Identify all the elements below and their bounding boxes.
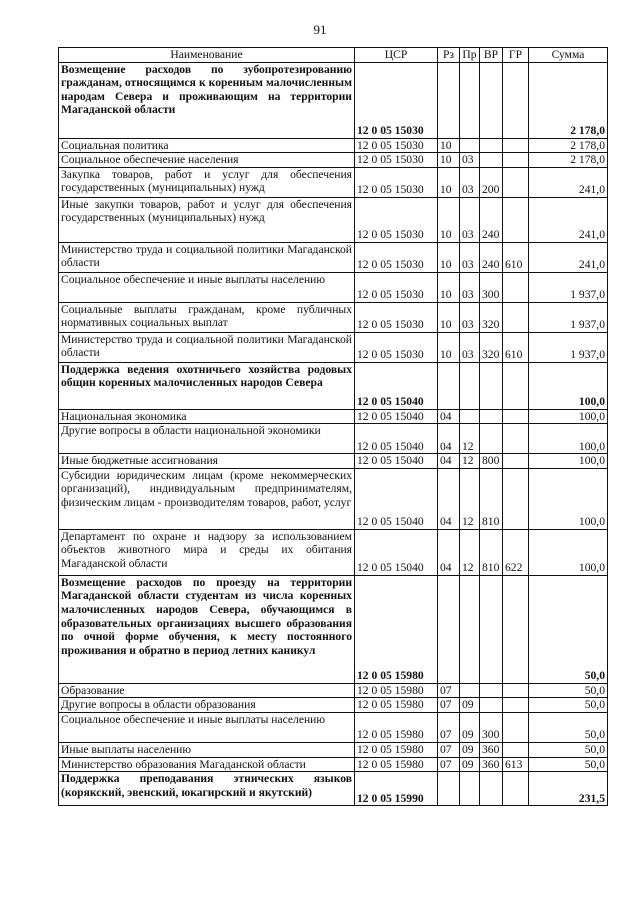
cell-rz: 07 bbox=[438, 683, 460, 698]
cell-vr: 360 bbox=[480, 757, 503, 772]
cell-pr: 03 bbox=[460, 167, 480, 197]
cell-sum: 50,0 bbox=[529, 742, 608, 757]
cell-sum: 2 178,0 bbox=[529, 62, 608, 138]
cell-code: 12 0 05 15040 bbox=[355, 424, 438, 454]
table-row bbox=[59, 454, 608, 469]
table-row bbox=[59, 712, 608, 742]
header-gr: ГР bbox=[503, 48, 529, 63]
cell-vr: 810 bbox=[480, 468, 503, 529]
cell-code: 12 0 05 15980 bbox=[355, 683, 438, 698]
cell-rz: 04 bbox=[438, 454, 460, 469]
cell-rz: 10 bbox=[438, 167, 460, 197]
cell-sum: 241,0 bbox=[529, 167, 608, 197]
cell-name: Национальная экономика bbox=[59, 409, 355, 424]
table-row bbox=[59, 772, 608, 806]
cell-code: 12 0 05 15030 bbox=[355, 272, 438, 302]
header-name: Наименование bbox=[59, 48, 355, 63]
cell-pr: 09 bbox=[460, 712, 480, 742]
cell-pr: 09 bbox=[460, 742, 480, 757]
cell-gr bbox=[503, 302, 529, 332]
table-row bbox=[59, 529, 608, 575]
cell-name: Иные выплаты населению bbox=[59, 742, 355, 757]
cell-pr: 03 bbox=[460, 242, 480, 272]
cell-sum: 50,0 bbox=[529, 757, 608, 772]
cell-gr: 622 bbox=[503, 529, 529, 575]
cell-sum: 100,0 bbox=[529, 454, 608, 469]
cell-rz: 10 bbox=[438, 153, 460, 168]
header-pr: Пр bbox=[460, 48, 480, 63]
table-row bbox=[59, 167, 608, 197]
cell-vr bbox=[480, 409, 503, 424]
cell-sum: 1 937,0 bbox=[529, 332, 608, 362]
cell-sum: 1 937,0 bbox=[529, 302, 608, 332]
cell-name: Образование bbox=[59, 683, 355, 698]
cell-code: 12 0 05 15030 bbox=[355, 242, 438, 272]
cell-vr bbox=[480, 424, 503, 454]
table-row bbox=[59, 468, 608, 529]
cell-rz: 10 bbox=[438, 138, 460, 153]
cell-gr bbox=[503, 742, 529, 757]
cell-vr bbox=[480, 138, 503, 153]
cell-name: Возмещение расходов по проезду на территории Магаданской области студентам из числа коренных малочисленных народов Севера, обучающимся в образовательных организациях высшего образования по очной форме обучения, к месту постоянного проживания и обратно в период летних каникул bbox=[59, 575, 355, 683]
table-row bbox=[59, 757, 608, 772]
cell-gr bbox=[503, 362, 529, 409]
table-row bbox=[59, 409, 608, 424]
cell-name: Иные бюджетные ассигнования bbox=[59, 454, 355, 469]
cell-name: Социальное обеспечение населения bbox=[59, 153, 355, 168]
cell-code: 12 0 05 15030 bbox=[355, 167, 438, 197]
cell-name: Департамент по охране и надзору за использованием объектов животного мира и среды их обитания Магаданской области bbox=[59, 529, 355, 575]
table-row bbox=[59, 138, 608, 153]
cell-gr bbox=[503, 575, 529, 683]
cell-name: Возмещение расходов по зубопротезированию гражданам, относящимся к коренным малочисленным народам Севера и проживающим на территории Магаданской области bbox=[59, 62, 355, 138]
cell-code: 12 0 05 15030 bbox=[355, 138, 438, 153]
cell-pr bbox=[460, 409, 480, 424]
header-sum: Сумма bbox=[529, 48, 608, 63]
header-code: ЦСР bbox=[355, 48, 438, 63]
cell-code: 12 0 05 15040 bbox=[355, 454, 438, 469]
table-row bbox=[59, 742, 608, 757]
cell-pr: 03 bbox=[460, 272, 480, 302]
cell-sum: 100,0 bbox=[529, 424, 608, 454]
cell-sum: 1 937,0 bbox=[529, 272, 608, 302]
cell-vr: 320 bbox=[480, 332, 503, 362]
table-row bbox=[59, 242, 608, 272]
cell-name: Социальное обеспечение и иные выплаты населению bbox=[59, 272, 355, 302]
cell-gr bbox=[503, 272, 529, 302]
cell-gr bbox=[503, 138, 529, 153]
cell-pr bbox=[460, 62, 480, 138]
table-row bbox=[59, 272, 608, 302]
cell-gr bbox=[503, 409, 529, 424]
cell-pr: 12 bbox=[460, 468, 480, 529]
budget-table bbox=[58, 47, 608, 806]
cell-pr: 03 bbox=[460, 153, 480, 168]
cell-gr bbox=[503, 683, 529, 698]
cell-code: 12 0 05 15030 bbox=[355, 302, 438, 332]
cell-code: 12 0 05 15030 bbox=[355, 153, 438, 168]
cell-gr bbox=[503, 454, 529, 469]
cell-name: Министерство образования Магаданской области bbox=[59, 757, 355, 772]
cell-rz: 07 bbox=[438, 698, 460, 713]
cell-code: 12 0 05 15040 bbox=[355, 409, 438, 424]
cell-pr bbox=[460, 772, 480, 806]
cell-rz: 10 bbox=[438, 197, 460, 242]
cell-pr: 12 bbox=[460, 529, 480, 575]
header-rz: Рз bbox=[438, 48, 460, 63]
cell-rz bbox=[438, 362, 460, 409]
cell-name: Другие вопросы в области образования bbox=[59, 698, 355, 713]
cell-vr: 240 bbox=[480, 242, 503, 272]
cell-vr bbox=[480, 153, 503, 168]
cell-gr bbox=[503, 468, 529, 529]
cell-vr bbox=[480, 772, 503, 806]
cell-code: 12 0 05 15980 bbox=[355, 712, 438, 742]
cell-gr bbox=[503, 153, 529, 168]
cell-name: Социальное обеспечение и иные выплаты населению bbox=[59, 712, 355, 742]
cell-sum: 100,0 bbox=[529, 409, 608, 424]
cell-pr: 03 bbox=[460, 302, 480, 332]
cell-vr: 810 bbox=[480, 529, 503, 575]
cell-rz: 04 bbox=[438, 468, 460, 529]
cell-rz bbox=[438, 575, 460, 683]
cell-code: 12 0 05 15040 bbox=[355, 468, 438, 529]
cell-vr: 320 bbox=[480, 302, 503, 332]
cell-code: 12 0 05 15040 bbox=[355, 529, 438, 575]
cell-pr bbox=[460, 362, 480, 409]
cell-rz bbox=[438, 62, 460, 138]
page-number: 91 bbox=[313, 22, 327, 37]
cell-code: 12 0 05 15030 bbox=[355, 197, 438, 242]
cell-vr bbox=[480, 62, 503, 138]
table-row bbox=[59, 332, 608, 362]
cell-rz: 10 bbox=[438, 272, 460, 302]
cell-pr bbox=[460, 575, 480, 683]
cell-vr bbox=[480, 575, 503, 683]
cell-pr: 09 bbox=[460, 698, 480, 713]
cell-rz: 07 bbox=[438, 742, 460, 757]
cell-vr bbox=[480, 683, 503, 698]
table-row bbox=[59, 424, 608, 454]
cell-name: Иные закупки товаров, работ и услуг для обеспечения государственных (муниципальных) нужд bbox=[59, 197, 355, 242]
table-row bbox=[59, 575, 608, 683]
table-row bbox=[59, 153, 608, 168]
cell-pr: 03 bbox=[460, 197, 480, 242]
cell-code: 12 0 05 15980 bbox=[355, 698, 438, 713]
cell-rz: 07 bbox=[438, 712, 460, 742]
cell-code: 12 0 05 15030 bbox=[355, 332, 438, 362]
table-row bbox=[59, 683, 608, 698]
cell-sum: 231,5 bbox=[529, 772, 608, 806]
cell-code: 12 0 05 15990 bbox=[355, 772, 438, 806]
cell-vr: 300 bbox=[480, 272, 503, 302]
table-row bbox=[59, 698, 608, 713]
cell-vr: 300 bbox=[480, 712, 503, 742]
cell-code: 12 0 05 15040 bbox=[355, 362, 438, 409]
cell-pr: 09 bbox=[460, 757, 480, 772]
cell-vr: 200 bbox=[480, 167, 503, 197]
cell-vr bbox=[480, 362, 503, 409]
cell-rz: 04 bbox=[438, 529, 460, 575]
cell-rz bbox=[438, 772, 460, 806]
cell-name: Закупка товаров, работ и услуг для обеспечения государственных (муниципальных) нужд bbox=[59, 167, 355, 197]
cell-name: Министерство труда и социальной политики Магаданской области bbox=[59, 242, 355, 272]
cell-gr bbox=[503, 712, 529, 742]
cell-code: 12 0 05 15030 bbox=[355, 62, 438, 138]
cell-gr bbox=[503, 167, 529, 197]
cell-vr: 800 bbox=[480, 454, 503, 469]
cell-code: 12 0 05 15980 bbox=[355, 742, 438, 757]
cell-gr bbox=[503, 772, 529, 806]
cell-pr: 03 bbox=[460, 332, 480, 362]
cell-name: Субсидии юридическим лицам (кроме некоммерческих организаций), индивидуальным предпринимателям, физическим лицам - производителям товаров, работ, услуг bbox=[59, 468, 355, 529]
table-row bbox=[59, 302, 608, 332]
cell-sum: 100,0 bbox=[529, 362, 608, 409]
cell-gr bbox=[503, 62, 529, 138]
table-row bbox=[59, 197, 608, 242]
cell-gr: 610 bbox=[503, 332, 529, 362]
table-row bbox=[59, 62, 608, 138]
cell-vr bbox=[480, 698, 503, 713]
cell-pr: 12 bbox=[460, 424, 480, 454]
cell-gr bbox=[503, 424, 529, 454]
table-body bbox=[59, 62, 608, 806]
cell-code: 12 0 05 15980 bbox=[355, 575, 438, 683]
cell-sum: 50,0 bbox=[529, 575, 608, 683]
cell-gr: 610 bbox=[503, 242, 529, 272]
cell-name: Министерство труда и социальной политики Магаданской области bbox=[59, 332, 355, 362]
cell-name: Другие вопросы в области национальной экономики bbox=[59, 424, 355, 454]
cell-rz: 07 bbox=[438, 757, 460, 772]
cell-sum: 50,0 bbox=[529, 683, 608, 698]
cell-name: Поддержка ведения охотничьего хозяйства родовых общин коренных малочисленных народов Севера bbox=[59, 362, 355, 409]
cell-sum: 50,0 bbox=[529, 712, 608, 742]
cell-vr: 240 bbox=[480, 197, 503, 242]
table-header-row bbox=[59, 48, 608, 63]
cell-sum: 2 178,0 bbox=[529, 153, 608, 168]
cell-rz: 04 bbox=[438, 424, 460, 454]
cell-pr bbox=[460, 683, 480, 698]
cell-name: Социальные выплаты гражданам, кроме публичных нормативных социальных выплат bbox=[59, 302, 355, 332]
header-vr: ВР bbox=[480, 48, 503, 63]
cell-gr: 613 bbox=[503, 757, 529, 772]
cell-sum: 100,0 bbox=[529, 529, 608, 575]
cell-code: 12 0 05 15980 bbox=[355, 757, 438, 772]
cell-sum: 241,0 bbox=[529, 197, 608, 242]
cell-pr bbox=[460, 138, 480, 153]
cell-rz: 04 bbox=[438, 409, 460, 424]
cell-gr bbox=[503, 698, 529, 713]
cell-sum: 50,0 bbox=[529, 698, 608, 713]
cell-sum: 100,0 bbox=[529, 468, 608, 529]
cell-rz: 10 bbox=[438, 302, 460, 332]
cell-gr bbox=[503, 197, 529, 242]
cell-rz: 10 bbox=[438, 242, 460, 272]
cell-sum: 2 178,0 bbox=[529, 138, 608, 153]
cell-name: Социальная политика bbox=[59, 138, 355, 153]
cell-name: Поддержка преподавания этнических языков (корякский, эвенский, юкагирский и якутский) bbox=[59, 772, 355, 806]
cell-pr: 12 bbox=[460, 454, 480, 469]
table-row bbox=[59, 362, 608, 409]
cell-vr: 360 bbox=[480, 742, 503, 757]
cell-rz: 10 bbox=[438, 332, 460, 362]
cell-sum: 241,0 bbox=[529, 242, 608, 272]
